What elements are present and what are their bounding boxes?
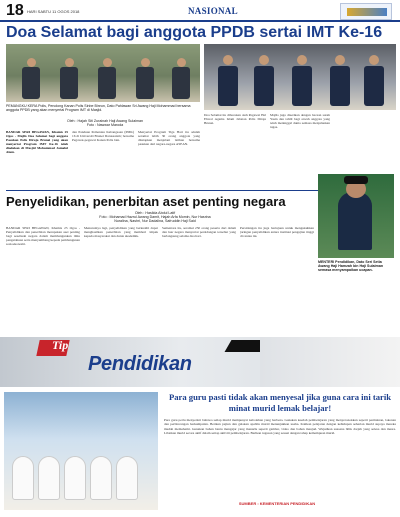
story1-col-4: Doa Selamat itu dibacakan oleh Pegawai Hal Ehwal Agama Islam Jabatan Polis Diraja Brunei. bbox=[204, 113, 266, 126]
page-header bbox=[0, 0, 400, 22]
story2-col-3: Sementara itu, seramai 250 orang peserta dari dalam dan luar negara menyertai persidangan tersebut yang berlangsung selama dua hari. bbox=[162, 226, 236, 239]
story3-bullets: Para guru perlu menyedari bahawa setiap murid mempunyai kebolehan yang berbeza. Gunakan kaedah pembelajaran yang menyeronokkan seperti permainan, lakonan dan perbincangan berkumpulan. Berikan pujian dan galakan apabila murid menunjukkan usaha. Kaitkan pelajaran dengan kehidupan seharian murid supaya mereka mudah memahami. Gunakan bahan bantu mengajar yang menarik seperti gambar, video dan bahan maujud. Wujudkan suasana bilik darjah yang selesa dan mesra. Libatkan murid secara aktif dalam setiap aktiviti pembelajaran. Berikan tugasan yang sesuai dengan tahap kemampuan murid. bbox=[164, 418, 396, 435]
schoolgirls-photo bbox=[4, 392, 158, 510]
story2-headline: Penyelidikan, penerbitan aset penting negara bbox=[6, 194, 286, 209]
newspaper-logo-icon bbox=[340, 3, 392, 20]
story1-headline: Doa Selamat bagi anggota PPDB sertai IMT Ke-16 bbox=[6, 24, 383, 41]
issue-date: HARI SABTU 11 OGOS 2018 bbox=[27, 9, 80, 14]
story1-col-5: Majlis juga diserikan dengan bacaan surah Yasin dan tahlil bagi arwah anggota yang telah meninggal dunia semasa menjalankan tugas. bbox=[270, 113, 330, 130]
tip-title: Pendidikan bbox=[88, 353, 192, 375]
story1-col-3: Menyertai Program Tiga Hari itu adalah seramai lebih 30 orang anggota yang ditetapkan menjalani latihan bersama pasukan dari negara-negara ASEAN. bbox=[138, 130, 200, 147]
ceremony-photo bbox=[204, 44, 396, 110]
story2-col-2: Menurutnya lagi, penyelidikan yang berkualiti dapat menghasilkan penerbitan yang memberi impak kepada masyarakat dan dunia akademik. bbox=[84, 226, 158, 239]
minister-portrait-photo bbox=[318, 174, 394, 258]
story1-caption: PEMANGKU KERA Polis, Penolong Kanan Polis Sinbe Binrun, Dato Pahlawan Sri Awang Haji Mohammad bersama anggota PPDB yang akan menyertai Program IMT di Masjid. bbox=[6, 104, 191, 113]
police-officers-photo bbox=[6, 44, 200, 102]
section-name: NASIONAL bbox=[188, 6, 238, 16]
story2-photo-caption: MENTERI Pendidikan, Dato Seri Setia Awang Haji Hamzah bin Haji Sulaiman semasa menyampaikan ucapan. bbox=[318, 260, 384, 273]
story3-headline: Para guru pasti tidak akan menyesal jika guna cara ini tarik minat murid lemak belajar! bbox=[168, 392, 392, 413]
story1-col-2: dan Panduan Pemantau Kebangsaan (PMK) 16 di Universiti Brunei Darussalam; bersama Pegawai-pegawai Kanan Polis lain. bbox=[72, 130, 134, 143]
story1-credit: Oleh : Hajah Siti Zurainah Haji Awang Sulaiman Foto : Nawwar Maroda bbox=[66, 119, 144, 128]
story3-source: SUMBER : KEMENTERIAN PENDIDIKAN bbox=[238, 501, 316, 506]
story1-col-1: BANDAR SERI BEGAWAN, Khamis 25 Ogos - Majlis Doa Selamat bagi anggota Pasukan Polis Diraja Brunei yang akan menyertai Program IMT Ke-16 telah diadakan di Masjid Mohammad Jamalul Alam. bbox=[6, 130, 68, 155]
story2-col-4: Persidangan itu juga bertujuan untuk mengukuhkan jaringan penyelidikan antara institusi pengajian tinggi di rantau ini. bbox=[240, 226, 314, 239]
story2-col-1: BANDAR SERI BEGAWAN, Khamis 25 Ogos - Penyelidikan dan penerbitan merupakan aset penting bagi sesebuah negara dalam membangunkan ilmu pengetahuan serta menyumbang kepada pembangunan sosioekonomi. bbox=[6, 226, 80, 247]
students-classroom-photo bbox=[260, 337, 400, 387]
tip-label: Tip bbox=[52, 338, 69, 352]
page-number: 18 bbox=[6, 2, 24, 19]
story2-byline: Oleh : Haslida Abdul Latif Foto : Mohamad Hazrul Awang Damit, Hajah Arfa Momin, Nur Hasrina Nuralina, Nashri, Nur Dadalina, Safruddin Haji Said bbox=[99, 211, 211, 223]
